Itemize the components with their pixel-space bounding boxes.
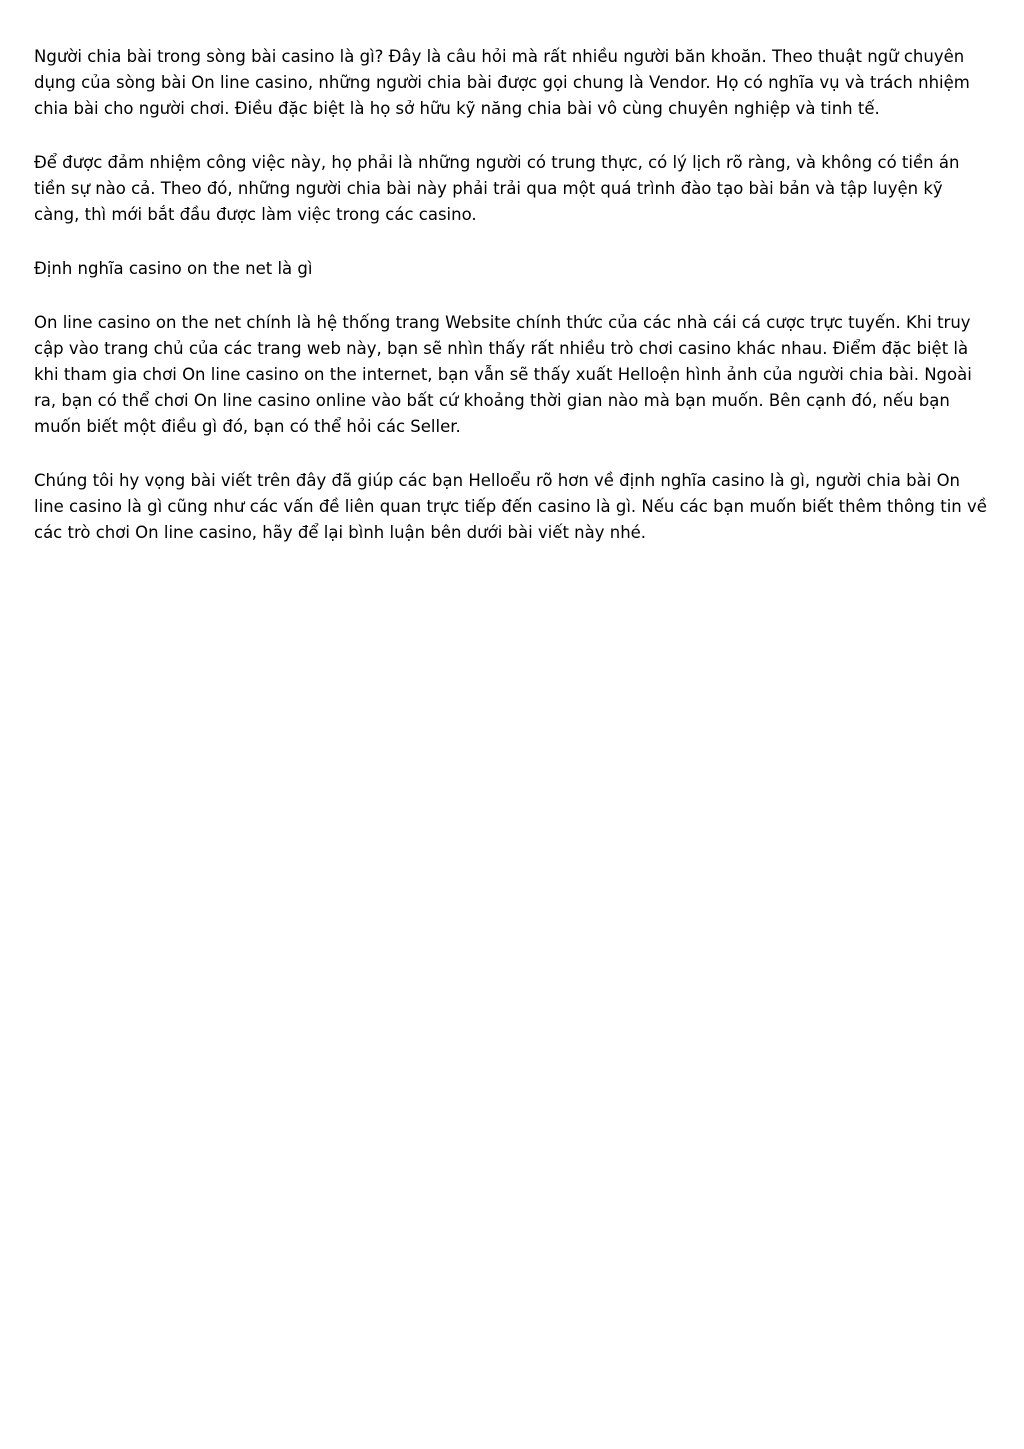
- paragraph-requirements: Để được đảm nhiệm công việc này, họ phải là những người có trung thực, có lý lịch rõ ràng, và không có tiền án tiền sự nào cả. Theo đó, những người chia bài này phải trải qua một quá trình đào tạo bài bản và tập luyện kỹ càng, thì mới bắt đầu được làm việc trong các casino.: [34, 153, 960, 224]
- document-body: [34, 44, 992, 574]
- paragraph-intro: Người chia bài trong sòng bài casino là gì? Đây là câu hỏi mà rất nhiều người băn khoăn. Theo thuật ngữ chuyên dụng của sòng bài On line casino, những người chia bài được gọi chung là Vendor. Họ có nghĩa vụ và trách nhiệm chia bài cho người chơi. Điều đặc biệt là họ sở hữu kỹ năng chia bài vô cùng chuyên nghiệp và tinh tế.: [34, 47, 970, 118]
- paragraph-online-casino: On line casino on the net chính là hệ thống trang Website chính thức của các nhà cái cá cược trực tuyến. Khi truy cập vào trang chủ của các trang web này, bạn sẽ nhìn thấy rất nhiều trò chơi casino khác nhau. Điểm đặc biệt là khi tham gia chơi On line casino on the internet, bạn vẫn sẽ thấy xuất Helloện hình ảnh của người chia bài. Ngoài ra, bạn có thể chơi On line casino online vào bất cứ khoảng thời gian nào mà bạn muốn. Bên cạnh đó, nếu bạn muốn biết một điều gì đó, bạn có thể hỏi các Seller.: [34, 313, 972, 436]
- section-heading: Định nghĩa casino on the net là gì: [34, 259, 313, 278]
- paragraph-conclusion: Chúng tôi hy vọng bài viết trên đây đã giúp các bạn Helloểu rõ hơn về định nghĩa casino là gì, người chia bài On line casino là gì cũng như các vấn đề liên quan trực tiếp đến casino là gì. Nếu các bạn muốn biết thêm thông tin về các trò chơi On line casino, hãy để lại bình luận bên dưới bài viết này nhé.: [34, 471, 987, 542]
